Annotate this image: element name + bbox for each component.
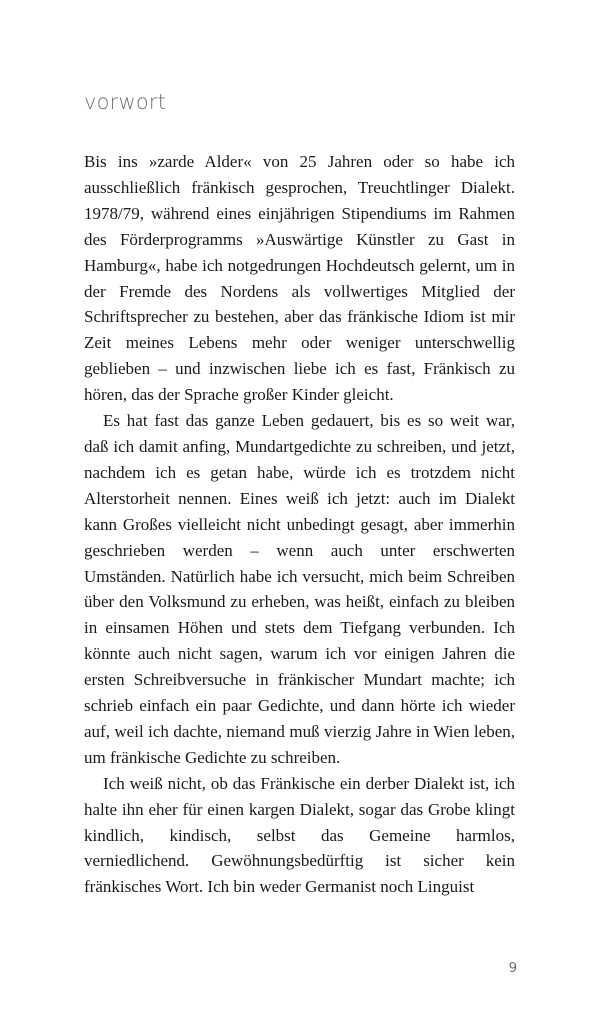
page-number: 9 <box>508 961 517 976</box>
paragraph-1: Bis ins »zarde Alder« von 25 Jahren oder so habe ich ausschließlich fränkisch gesprochen, Treuchtlinger Dialekt. 1978/79, während eines einjährigen Stipendiums im Rahmen des Förderprogramms »Auswärtige Künstler zu Gast in Hamburg«, habe ich notgedrungen Hochdeutsch gelernt, um in der Fremde des Nordens als vollwertiges Mitglied der Schriftsprecher zu bestehen, aber das fränkische Idiom ist mir Zeit meines Lebens mehr oder weniger unterschwellig geblieben – und inzwischen liebe ich es fast, Fränkisch zu hören, das der Sprache großer Kinder gleicht. <box>84 152 515 405</box>
paragraph-3: Ich weiß nicht, ob das Fränkische ein derber Dialekt ist, ich halte ihn eher für einen kargen Dialekt, sogar das Grobe klingt kindlich, kindisch, selbst das Gemeine harmlos, verniedlichend. Gewöhnungsbedürftig ist sicher kein fränkisches Wort. Ich bin weder Germanist noch Linguist <box>84 773 515 897</box>
paragraph-2: Es hat fast das ganze Leben gedauert, bis es so weit war, daß ich damit anfing, Mundartgedichte zu schreiben, und jetzt, nachdem ich es getan habe, würde ich es trotzdem nicht Alterstorheit nennen. Eines weiß ich jetzt: auch im Dialekt kann Großes vielleicht nicht unbedingt gesagt, aber immerhin geschrieben werden – wenn auch unter erschwerten Umständen. Natürlich habe ich versucht, mich beim Schreiben über den Volksmund zu erheben, was heißt, einfach zu bleiben in einsamen Höhen und stets dem Tiefgang verbunden. Ich könnte auch nicht sagen, warum ich vor einigen Jahren die ersten Schreibversuche in fränkischer Mundart machte; ich schrieb einfach ein paar Gedichte, und dann hörte ich wieder auf, weil ich dachte, niemand muß vierzig Jahre in Wien leben, um fränkische Gedichte zu schreiben. <box>84 411 515 767</box>
body-text <box>84 149 515 900</box>
section-heading: vorwort <box>84 90 167 114</box>
